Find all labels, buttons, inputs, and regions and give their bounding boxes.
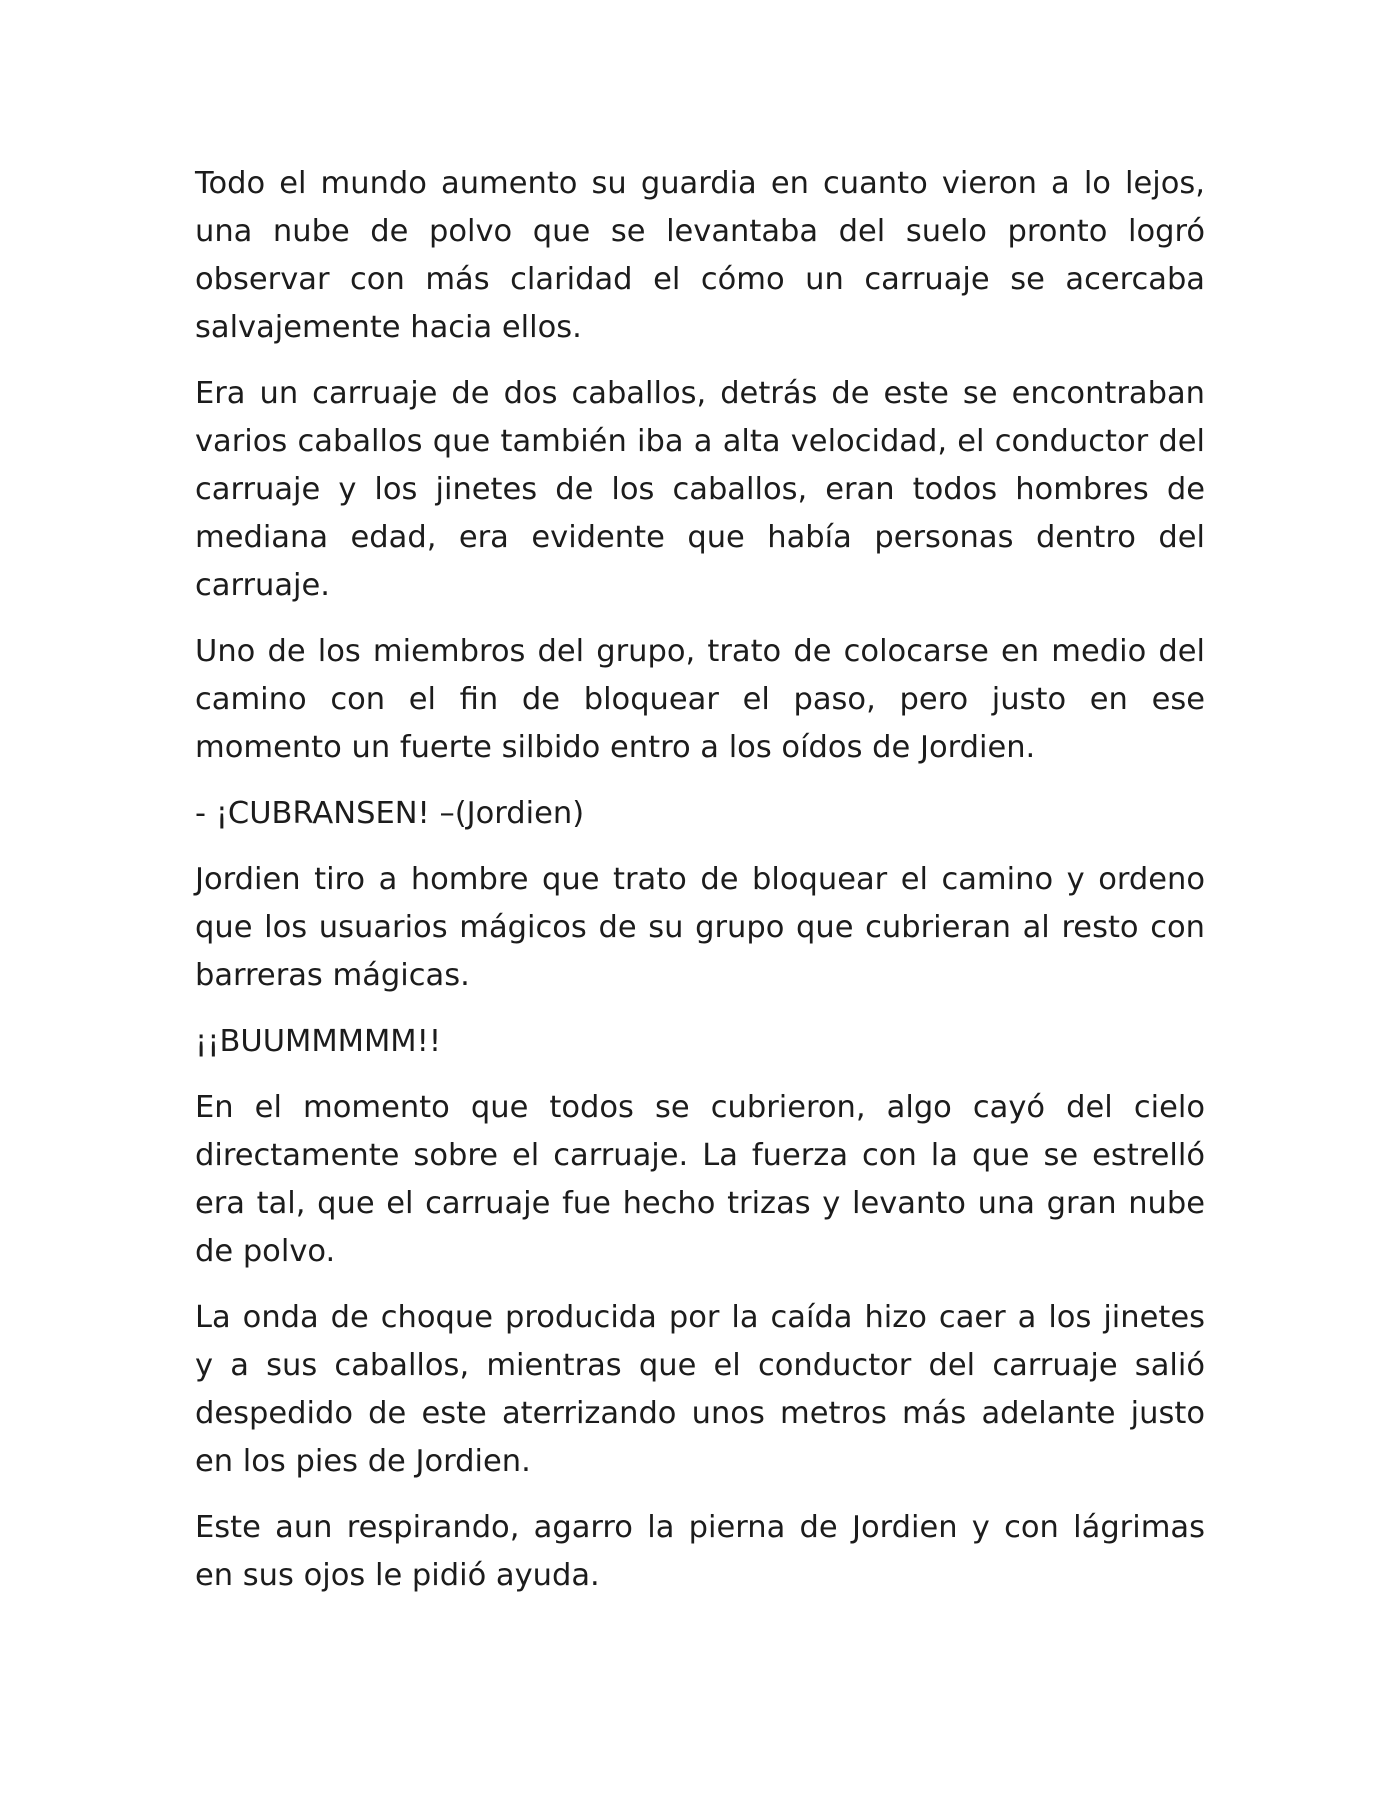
- paragraph: Jordien tiro a hombre que trato de bloquear el camino y ordeno que los usuarios mágicos de su grupo que cubrieran al resto con barreras mágicas.: [195, 862, 1205, 993]
- paragraph: Era un carruaje de dos caballos, detrás de este se encontraban varios caballos que también iba a alta velocidad, el conductor del carruaje y los jinetes de los caballos, eran todos hombres de mediana edad, era evidente que había personas dentro del carruaje.: [195, 376, 1205, 603]
- dialogue-line: - ¡CUBRANSEN! –(Jordien): [195, 796, 585, 831]
- paragraph: La onda de choque producida por la caída hizo caer a los jinetes y a sus caballos, mientras que el conductor del carruaje salió despedido de este aterrizando unos metros más adelante justo en los pies de Jordien.: [195, 1300, 1205, 1479]
- paragraph: Todo el mundo aumento su guardia en cuanto vieron a lo lejos, una nube de polvo que se levantaba del suelo pronto logró observar con más claridad el cómo un carruaje se acercaba salvajemente hacia ellos.: [195, 166, 1205, 345]
- document-body: [195, 160, 1205, 1618]
- paragraph: En el momento que todos se cubrieron, algo cayó del cielo directamente sobre el carruaje. La fuerza con la que se estrelló era tal, que el carruaje fue hecho trizas y levanto una gran nube de polvo.: [195, 1090, 1205, 1269]
- sound-effect-line: ¡¡BUUMMMMM!!: [195, 1024, 442, 1059]
- paragraph: Este aun respirando, agarro la pierna de Jordien y con lágrimas en sus ojos le pidió ayuda.: [195, 1510, 1205, 1593]
- paragraph: Uno de los miembros del grupo, trato de colocarse en medio del camino con el fin de bloquear el paso, pero justo en ese momento un fuerte silbido entro a los oídos de Jordien.: [195, 634, 1205, 765]
